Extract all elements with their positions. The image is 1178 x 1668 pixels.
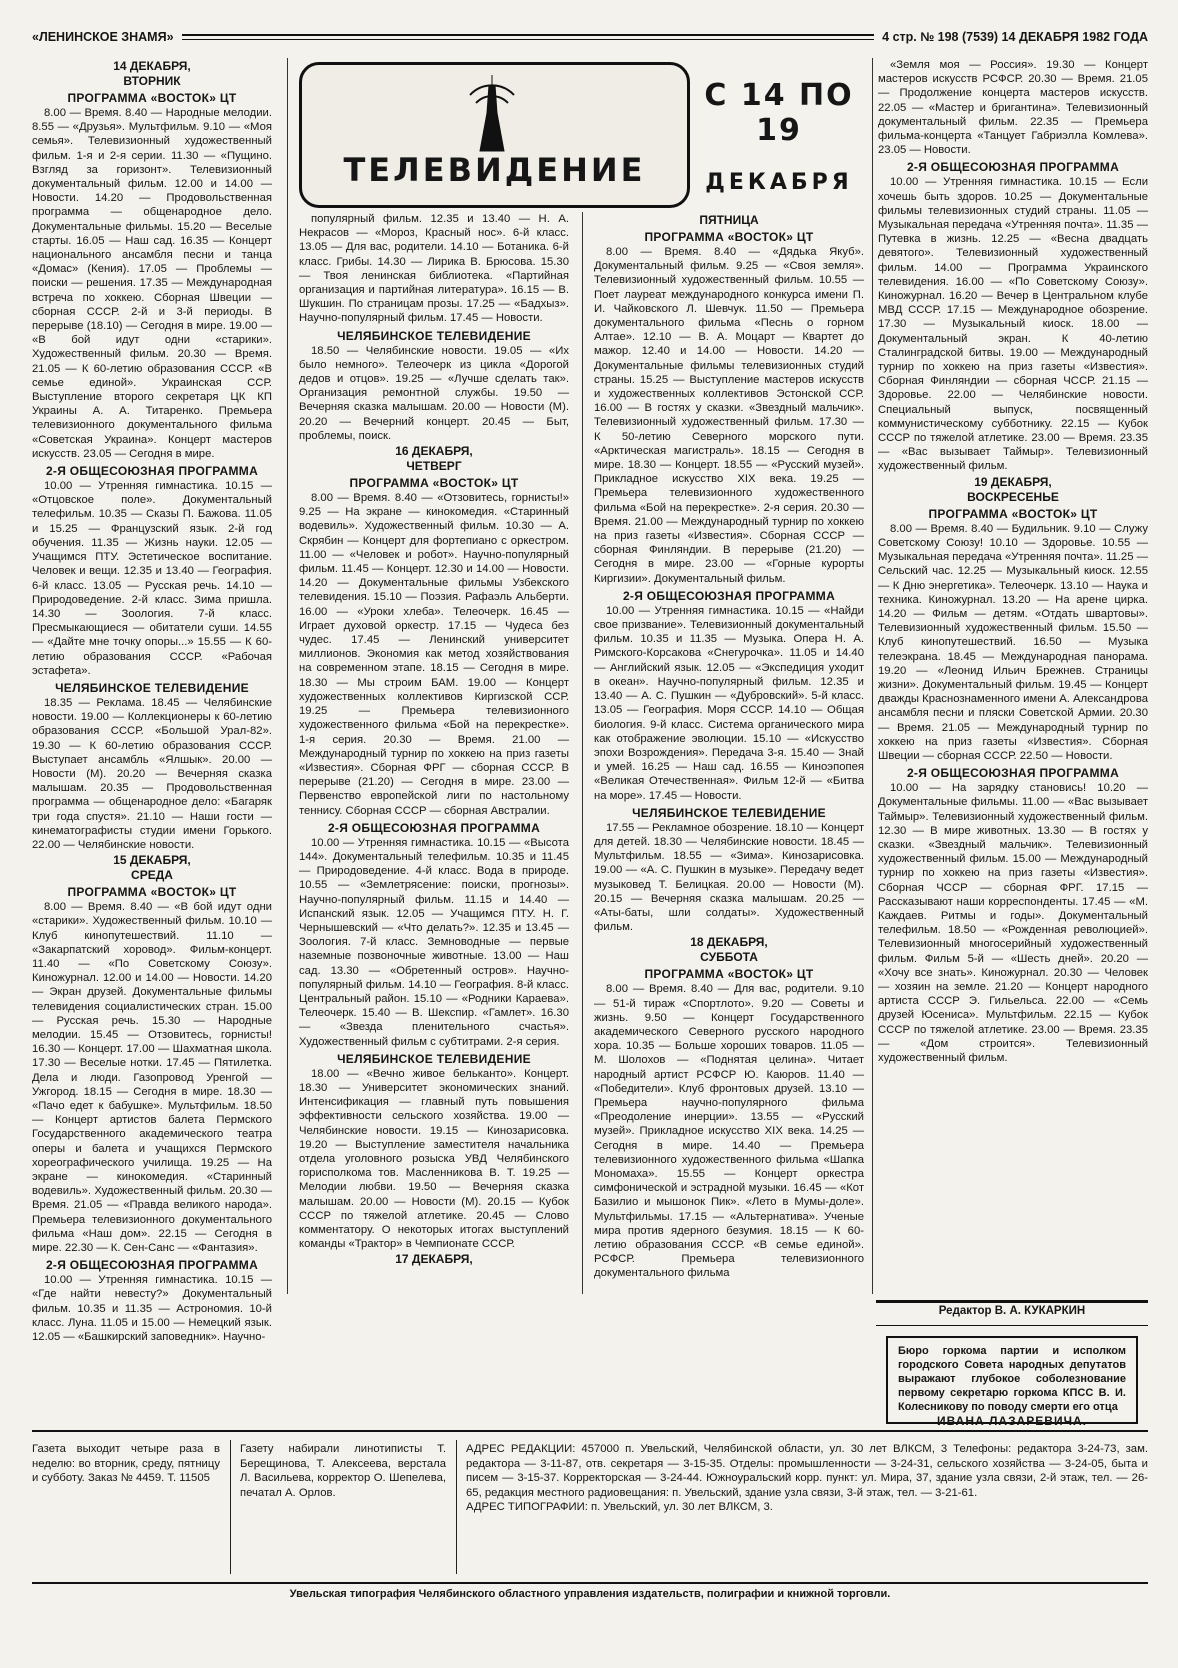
footer-address-block — [466, 1442, 1148, 1515]
program-heading: 2-Я ОБЩЕСОЮЗНАЯ ПРОГРАММА — [906, 766, 1120, 781]
schedule-text: 10.00 — Утренняя гимнастика. 10.15 — «Где найти невесту?» Документальный фильм. 10.35 и 11.35 — Астрономия. 10-й класс. Луна. 11.05 и 15.00 — Немецкий язык. 12.05 — «Башкирский заповедник». Научно- — [32, 1274, 272, 1344]
schedule-text: 10.00 — Утренняя гимнастика. 10.15 — «Отцовское поле». Документальный телефильм. 10.35 — Сказы П. Бажова. 11.05 и 15.25 — Французский язык. 2-й год обучения. 11.35 — Жизнь науки. 12.05 — Учащимся ПТУ. Эстетическое воспитание. Человек и вещи. 12.35 и 13.40 — География. 6-й класс. 13.05 — Русская речь. 14.10 — Природоведение. 2-й класс. Зима пришла. 14.30 — Зоология. 7-й класс. Пресмыкающиеся — обитатели суши. 14.55 — «Дайте мне точку опоры...» 15.55 — К 60-летию образования СССР. «Рабочая эстафета». — [32, 480, 272, 677]
obituary-name: ИВАНА ЛАЗАРЕВИЧА. — [936, 1414, 1088, 1428]
program-heading: 2-Я ОБЩЕСОЮЗНАЯ ПРОГРАММА — [45, 464, 259, 479]
header-rule — [182, 34, 875, 40]
schedule-text: 8.00 — Время. 8.40 — «Дядька Якуб». Документальный фильм. 9.25 — «Своя земля». Телевизионный художественный фильм. 10.55 — Поет лауреат международного конкурса имени П. И. Чайковского Л. Шевчук. 11.50 — Премьера документального фильма «Песнь о горном Алтае». 12.10 — В. А. Моцарт — Квартет до мажор. 12.40 и 14.00 — Новости. 14.20 — Документальные фильмы телевизионных студий страны. 15.25 — Выступление мастеров искусств и художественных коллективов Эстонской ССР. 16.00 — В гостях у сказки. «Звездный мальчик». Телевизионный художественный фильм. 17.30 — К 50-летию Северного морского пути. «Арктическая магистраль». 18.15 — Сегодня в мире. 18.30 — Концерт. 18.55 — «Русский музей». Прикладное искусство XIX века. 19.25 — Премьера телевизионного художественного фильма «Бой на перекрестке». 2-я серия. 20.30 — Время. 21.00 — Международный турнир по хоккею на приз газеты «Известия». Сборная СССР — сборная Финляндии. В перерыве (21.20) — Сегодня в мире. 23.00 — «Горные курорты Киргизии». Документальный фильм. — [594, 246, 864, 585]
day-heading: ВОСКРЕСЕНЬЕ — [967, 489, 1059, 504]
column-1 — [32, 58, 272, 1344]
schedule-text: 8.00 — Время. 8.40 — «В бой идут одни «старики». Художественный фильм. 10.10 — Клуб кинопутешествий. 11.10 — «Закарпатский хоровод». Фильм-концерт. 11.40 — «По Советскому Союзу». Киножурнал. 12.00 и 14.00 — Новости. 14.20 — Экран друзей. Документальные фильмы телевидения социалистических стран. 15.00 — Русская речь. 15.30 — Народные мелодии. 15.45 — Отзовитесь, горнисты! 16.30 — Концерт. 17.00 — Шахматная школа. 17.30 — Веселые нотки. 17.45 — Пятилетка. Дела и люди. Газопровод Уренгой — Ужгород. 18.15 — Сегодня в мире. 18.30 — «Пачо едет к бабушке». Мультфильм. 18.50 — Концерт артистов балета Пермского Государственного академического театра оперы и балета и учащихся Пермского хореографического училища. 19.25 — На экране — кинокомедия. «Старинный водевиль». Художественный фильм. 20.30 — Время. 21.05 — «Правда великого народа». Премьера телевизионного документального фильма «Наш дом». 22.15 — Сегодня в мире. 22.30 — К. Сен-Санс — «Фантазия». — [32, 901, 272, 1255]
program-heading: ЧЕЛЯБИНСКОЕ ТЕЛЕВИДЕНИЕ — [55, 680, 249, 695]
schedule-text: 10.00 — На зарядку становись! 10.20 — Документальные фильмы. 11.00 — «Вас вызывает Таймыр». Телевизионный художественный фильм. 12.30 — В мире животных. 13.30 — В гостях у сказки. «Звездный мальчик». Телевизионный художественный фильм. 15.00 — Международный турнир по хоккею на приз газеты «Известия». Сборная ЧССР — сборная ФРГ. 17.15 — Рассказывают наши корреспонденты. 17.45 — «М. Каждаев. Ритмы и годы». Документальный телефильм. 18.50 — «Рожденная революцией». Телевизионный многосерийный художественный фильм. Фильм 5-й — «Шесть дней». 20.20 — «Хочу все знать». Киножурнал. 20.30 — Человек — хозяин на земле. 21.20 — Концерт народного артиста СССР Э. Гильельса. 22.00 — «Семь друзей Юсениса». Мультфильм. 22.15 — Кубок СССР по тяжелой атлетике. 23.00 — Время. 23.35 — «Дом строится». Телевизионный художественный фильм. — [878, 782, 1148, 1064]
column-divider — [287, 58, 288, 1294]
schedule-text: 18.00 — «Вечно живое бельканто». Концерт. 18.30 — Университет экономических знаний. Интенсификация — главный путь повышения эффективности сельского хозяйства. 19.00 — Челябинские новости. 19.15 — Кинозарисовка. 19.20 — Выступление заместителя начальника отдела уголовного розыска УВД Челябинского горисполкома тов. Масленникова В. Т. 19.25 — Мелодии любви. 19.50 — Вечерняя сказка малышам. 20.00 — Новости (М). 20.15 — Кубок СССР по тяжелой атлетике. 20.45 — Слово комментатору. О некоторых итогах выступлений команды «Трактор» в Чемпионате СССР. — [299, 1067, 569, 1251]
page-header — [32, 26, 1148, 48]
day-heading: 14 ДЕКАБРЯ, — [113, 59, 191, 73]
footer-schedule: Газета выходит четыре раза в неделю: во вторник, среду, пятницу и субботу. Заказ № 4459. Т. 11505 — [32, 1443, 220, 1484]
schedule-text: «Земля моя — Россия». 19.30 — Концерт мастеров искусств РСФСР. 20.30 — Время. 21.05 — Продолжение концерта мастеров искусств. 22.05 — «Мастер и бригантина». Телевизионный документальный фильм. 22.35 — Премьера фильма-концерта «Танцует Габриэлла Комлева». 23.05 — Новости. — [878, 59, 1148, 157]
schedule-text: 8.00 — Время. 8.40 — «Отзовитесь, горнисты!» 9.25 — На экране — кинокомедия. «Старинный водевиль». Художественный фильм. 10.30 — А. Скрябин — Концерт для фортепиано с оркестром. 11.00 — «Человек и робот». Научно-популярный фильм. 11.45 — Концерт. 12.30 и 14.00 — Новости. 14.20 — Документальные фильмы Узбекского телевидения. 15.10 — Поэзия. Рафаэль Альберти. 16.00 — «Уроки хлеба». Телеочерк. 16.45 — Играет духовой оркестр. 17.15 — Чудеса без чудес. 17.45 — Ленинский университет миллионов. Экономия как метод хозяйствования на современном этапе. 18.15 — Сегодня в мире. 18.30 — Мы строим БАМ. 19.00 — Концерт художественных коллективов Киргизской ССР. 19.25 — Премьера телевизионного художественного фильма «Бой на перекрестке». 1-я серия. 20.30 — Время. 21.00 — Международный турнир по хоккею на приз газеты «Известия». Сборная ФРГ — сборная СССР. В перерыве (21.20) — Сегодня в мире. 23.00 — Первенство европейской лиги по настольному теннису. Сборная СССР — сборная Австралии. — [299, 492, 569, 817]
masthead: «ЛЕНИНСКОЕ ЗНАМЯ» — [32, 30, 174, 44]
schedule-text: 8.00 — Время. 8.40 — Народные мелодии. 8.55 — «Друзья». Мультфильм. 9.10 — «Моя семья». Телевизионный художественный фильм. 1-я и 2-я серии. 11.30 — «Пущино. Взгляд за горизонт». Телевизионный документальный фильм. 12.00 и 14.00 — Новости. 14.20 — Продовольственная программа — общенародное дело. Документальные фильмы. 15.20 — Веселые старты. 16.05 — Наш сад. 16.35 — Концерт национального ансамбля песни и танца «Домас» (Кения). 17.05 — Проблемы — поиски — решения. 17.35 — Международная встреча по хоккею. Сборная Швеции — сборная СССР. 2-й и 3-й периоды. В перерыве (18.10) — Сегодня в мире. 19.00 — «В бой идут одни «старики». Художественный фильм. 20.30 — Время. 21.05 — К 60-летию образования СССР. «В семье единой». Украинская ССР. Выступление второго секретаря ЦК КП Украины А. А. Титаренко. Премьера телевизионного документального фильма «Советская Украина». Концерт мастеров искусств. 23.05 — Сегодня в мире. — [32, 107, 272, 460]
day-heading: 16 ДЕКАБРЯ, — [395, 444, 473, 459]
day-heading: 18 ДЕКАБРЯ, — [690, 935, 768, 950]
program-heading: 2-Я ОБЩЕСОЮЗНАЯ ПРОГРАММА — [622, 588, 836, 603]
program-heading: ПРОГРАММА «ВОСТОК» ЦТ — [644, 230, 814, 244]
column-2 — [299, 212, 569, 1278]
day-heading: ЧЕТВЕРГ — [406, 459, 462, 474]
program-heading: ПРОГРАММА «ВОСТОК» ЦТ — [928, 506, 1098, 521]
printing-address: АДРЕС ТИПОГРАФИИ: п. Увельский, ул. 30 лет ВЛКСМ, 3. — [466, 1501, 773, 1513]
program-heading: ПРОГРАММА «ВОСТОК» ЦТ — [644, 967, 814, 982]
program-heading: ПРОГРАММА «ВОСТОК» ЦТ — [349, 476, 519, 491]
program-heading: ПРОГРАММА «ВОСТОК» ЦТ — [67, 91, 237, 105]
date-range-bottom: ДЕКАБРЯ — [705, 170, 853, 195]
footer-staff: Газету набирали линотиписты Т. Берещинова, Т. Алексеева, верстала Л. Васильева, корректор О. Шепелева, печатал А. Орлов. — [240, 1443, 446, 1499]
tv-banner — [299, 62, 690, 208]
tv-tower-icon — [462, 73, 522, 155]
column-divider — [582, 212, 583, 1294]
schedule-text: 8.00 — Время. 8.40 — Для вас, родители. 9.10 — 51-й тираж «Спортлото». 9.20 — Советы и жизнь. 9.50 — Концерт Государственного академического Северного русского народного хора. 10.35 — Больше хороших товаров. 11.05 — М. Шолохов — «Поднятая целина». Читает народный артист РСФСР Ю. Каюров. 11.40 — «Победители». Клуб фронтовых друзей. 13.10 — Премьера научно-популярного фильма «Преодоление инерции». 13.55 — «Русский музей». Прикладное искусство XIX века. 14.25 — Сегодня в мире. 14.40 — Премьера телевизионного художественного фильма «Шапка Мономаха». 15.55 — Концерт оркестра симфонической и эстрадной музыки. 16.45 — «Кот Базилио и мышонок Пик». «Лето в Мумы-доле». Мультфильмы. 17.15 — «Альтернатива». Ученые мира против ядерного безумия. 18.15 — К 60-летию образования СССР. «В семье единой». РСФСР. Премьера телевизионного документального фильма — [594, 983, 864, 1280]
schedule-text: 8.00 — Время. 8.40 — Будильник. 9.10 — Служу Советскому Союзу! 10.10 — Здоровье. 10.55 — Музыкальная передача «Утренняя почта». 11.25 — Сельский час. 12.25 — Музыкальный киоск. 12.55 — К Дню энергетика». Телеочерк. 13.10 — Наука и техника. Киножурнал. 13.20 — На арене цирка. 14.20 — Фильм — детям. «Отдать швартовы». Телевизионный художественный фильм. 15.50 — Клуб кинопутешествий. 16.50 — Музыка телеэкрана. 18.45 — Международная панорама. 19.20 — «Леонид Ильич Брежнев. Страницы жизни». Документальный фильм. 19.45 — Концерт дважды Краснознаменного имени А. Александрова ансамбля песни и пляски Советской Армии. 20.30 — Время. 21.05 — Международный турнир по хоккею на приз газеты «Известия». Сборная Швеции — сборная СССР. 22.50 — Новости. — [878, 522, 1148, 762]
column-divider — [872, 58, 873, 1294]
program-heading: 2-Я ОБЩЕСОЮЗНАЯ ПРОГРАММА — [906, 160, 1120, 175]
footer-divider — [230, 1440, 231, 1574]
program-heading: 2-Я ОБЩЕСОЮЗНАЯ ПРОГРАММА — [45, 1258, 259, 1273]
program-heading: ЧЕЛЯБИНСКОЕ ТЕЛЕВИДЕНИЕ — [337, 1051, 531, 1066]
schedule-text: 10.00 — Утренняя гимнастика. 10.15 — «Найди свое призвание». Телевизионный документальный фильм. 10.35 и 11.35 — Музыка. Опера Н. А. Римского-Корсакова «Снегурочка». 11.05 и 14.40 — Английский язык. 12.05 — «Экспедиция уходит в океан». Научно-популярный фильм. 12.35 и 13.40 — А. С. Пушкин — «Дубровский». 5-й класс. 13.05 — География. Моря СССР. 14.10 — Общая биология. 9-й класс. Система органического мира как отображение эволюции. 15.10 — «Искусство эпохи Возрождения». Передача 3-я. 15.40 — Знай и умей. 16.25 — Наш сад. 16.55 — Киноэпопея «Великая Отечественная». Фильм 12-й — «Битва на море». 17.45 — Новости. — [594, 604, 864, 802]
program-heading: ЧЕЛЯБИНСКОЕ ТЕЛЕВИДЕНИЕ — [632, 805, 826, 820]
program-heading: 2-Я ОБЩЕСОЮЗНАЯ ПРОГРАММА — [327, 820, 541, 835]
banner-title: ТЕЛЕВИДЕНИЕ — [343, 151, 646, 189]
editorial-address: АДРЕС РЕДАКЦИИ: 457000 п. Увельский, Челябинской области, ул. 30 лет ВЛКСМ, 3 Телефоны: редактора 3-24-73, зам. редактора — 3-11-87, отв. секретаря — 3-15-35. Отделы: промышленности — 3-24-31, сельского хозяйства — 3-24-05, быта и писем — 3-15-37. Корректорская — 3-24-44. Южноуральский корр. пункт: ул. Мира, 37, здание узла связи, 2-й этаж, тел. — 26-65, редакция местного радиовещания: п. Увельский, здание узла связи, 3-й этаж, тел. — 3-21-61. — [466, 1443, 1148, 1499]
date-range-top: С 14 ПО 19 — [704, 78, 854, 148]
day-heading: 15 ДЕКАБРЯ, — [113, 853, 191, 868]
imprint: Увельская типография Челябинского областного управления издательств, полиграфии и книжной торговли. — [289, 1588, 891, 1600]
footer-divider — [456, 1440, 457, 1574]
schedule-text: 18.50 — Челябинские новости. 19.05 — «Их было немного». Телеочерк из цикла «Дорогой дедов и отцов». 19.25 — «Лучше сделать так». Организация ремонтной службы. 19.50 — Вечерняя сказка малышам. 20.00 — Новости (М). 20.20 — Вечерний концерт. 20.45 — Быт, проблемы, поиск. — [299, 344, 569, 442]
editor-line: Редактор В. А. КУКАРКИН — [876, 1300, 1148, 1326]
day-heading: 17 ДЕКАБРЯ, — [395, 1252, 473, 1267]
schedule-text: 17.55 — Рекламное обозрение. 18.10 — Концерт для детей. 18.30 — Челябинские новости. 18.45 — Мультфильм. 18.55 — «Зима». Кинозарисовка. 19.00 — «А. С. Пушкин в музыке». Передачу ведет музыковед Т. Белицкая. 20.00 — Новости (М). 20.15 — Вечерняя сказка малышам. 20.25 — «Аты-баты, шли солдаты». Художественный фильм. — [594, 821, 864, 934]
schedule-text: 18.35 — Реклама. 18.45 — Челябинские новости. 19.00 — Коллекционеры к 60-летию образования СССР. «Большой Урал-82». 19.30 — К 60-летию образования СССР. Выступает ансамбль «Ялшык». 20.00 — Новости (М). 20.20 — Вечерняя сказка малышам. 20.35 — Продовольственная программа — общенародное дело: «Багаряк три года спустя». 21.10 — Наши гости — кинематографисты студии имени Горького. 22.00 — Челябинские новости. — [32, 696, 272, 851]
schedule-text: популярный фильм. 12.35 и 13.40 — Н. А. Некрасов — «Мороз, Красный нос». 6-й класс. 13.05 — Для вас, родители. 14.10 — Ботаника. 6-й класс. Грибы. 14.30 — Лирика В. Брюсова. 15.30 — Твоя ленинская библиотека. «Партийная организация и партийная литература». 16.15 — В. Шукшин. По страницам прозы. 17.25 — «Бадхыз». Научно-популярный фильм. 17.45 — Новости. — [299, 213, 569, 325]
day-heading: 19 ДЕКАБРЯ, — [974, 474, 1052, 489]
day-heading: СРЕДА — [131, 868, 173, 883]
newspaper-page — [32, 26, 1148, 1646]
obituary-text: Бюро горкома партии и исполком городского Совета народных депутатов выражают глубокое соболезнование первому секретарю горкома КПСС В. И. Колесникову по поводу смерти его отца — [898, 1345, 1126, 1413]
schedule-text: 10.00 — Утренняя гимнастика. 10.15 — Если хочешь быть здоров. 10.25 — Документальные фильмы телевизионных студий страны. 11.05 — Музыкальная передача «Утренняя почта». 11.35 — Путевка в жизнь. 12.25 — «Весна двадцать девятого». Телевизионный художественный фильм. 14.00 — Программа Украинского телевидения. 16.00 — «По Советскому Союзу». Киножурнал. 16.20 — Вечер в Центральном клубе МВД СССР. 17.15 — Международное обозрение. 17.30 — Музыкальный киоск. 18.00 — Документальный экран. К 40-летию Сталинградской битвы. 19.00 — Международный турнир по хоккею на приз газеты «Известия». Сборная Финляндии — сборная ЧССР. 21.15 — Здоровье. 22.00 — Челябинские новости. Специальный выпуск, посвященный коммунистическому субботнику. 22.15 — Кубок СССР по тяжелой атлетике. 23.00 — Время. 23.35 — «Вас вызывает Таймыр». Телевизионный художественный фильм. — [878, 176, 1148, 473]
program-heading: ПРОГРАММА «ВОСТОК» ЦТ — [67, 885, 237, 900]
issue-info: 4 стр. № 198 (7539) 14 ДЕКАБРЯ 1982 ГОДА — [882, 30, 1148, 44]
schedule-text: 10.00 — Утренняя гимнастика. 10.15 — «Высота 144». Документальный телефильм. 10.35 и 11.45 — Природоведение. 4-й класс. Вода в природе. 10.55 — «Землетрясение: поиски, прогнозы». Научно-популярный фильм. 11.15 и 14.40 — Испанский язык. 12.05 — Учащимся ПТУ. Н. Г. Чернышевский — «Что делать?». 12.35 и 13.45 — Зоология. 7-й класс. Земноводные — первые наземные позвоночные животные. 13.00 — Наш сад. 13.30 — «Обретенный остров». Научно-популярный фильм. 14.10 — География. 8-й класс. Центральный район. 15.10 — «Родники Караева». Телеочерк. 15.40 — В. Шекспир. «Гамлет». 16.30 — «Звезда пленительного счастья». Художественный фильм с субтитрами. 2-я серия. — [299, 836, 569, 1048]
day-heading: ПЯТНИЦА — [699, 213, 759, 227]
day-heading: ВТОРНИК — [123, 74, 181, 88]
column-3 — [594, 212, 864, 1278]
day-heading: СУББОТА — [700, 950, 758, 965]
date-range — [694, 62, 864, 202]
footer — [32, 1430, 1148, 1584]
column-4 — [878, 58, 1148, 1292]
obituary-box — [886, 1336, 1138, 1428]
program-heading: ЧЕЛЯБИНСКОЕ ТЕЛЕВИДЕНИЕ — [337, 328, 531, 343]
